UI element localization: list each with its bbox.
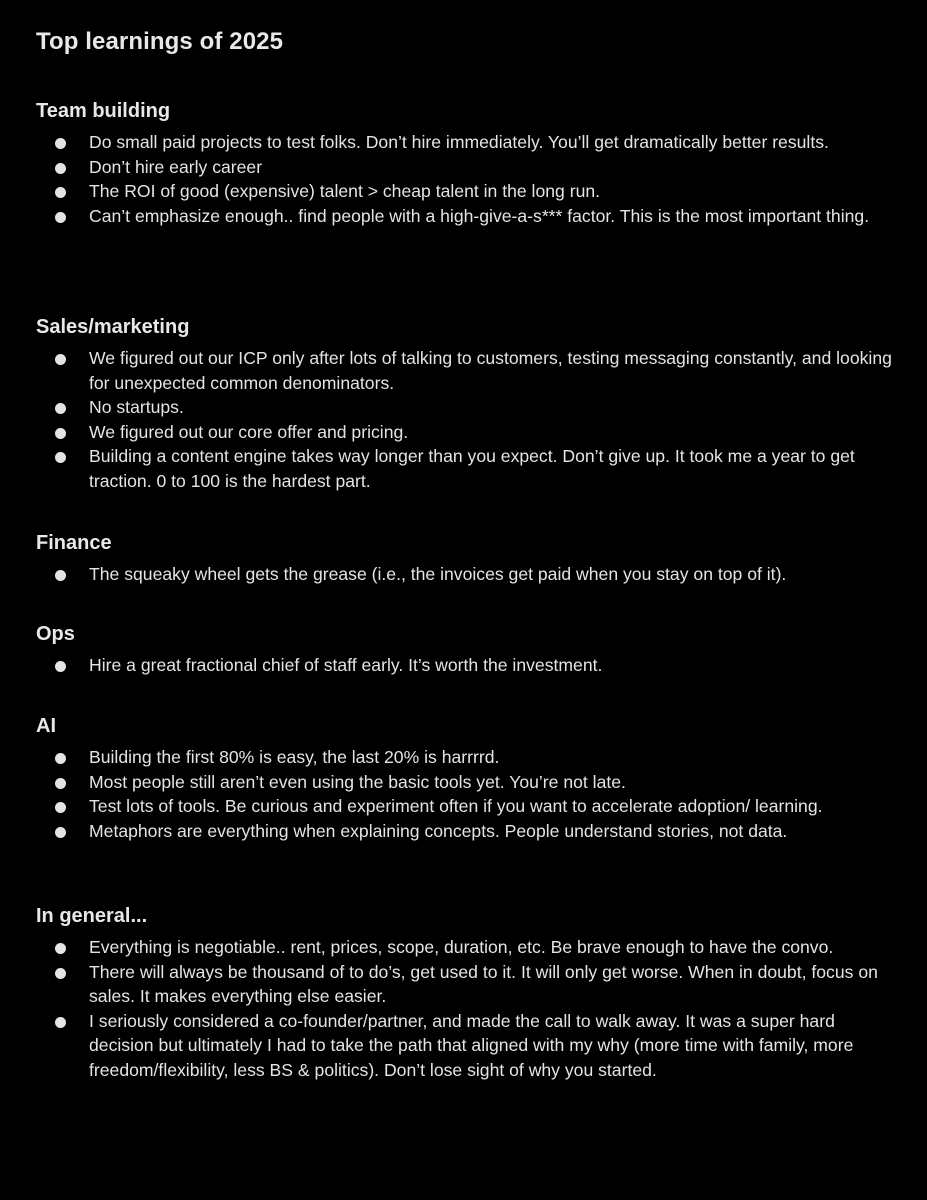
list-item-text: Building the first 80% is easy, the last 20% is harrrrd. — [89, 747, 500, 767]
section-ai — [36, 713, 896, 843]
bullet-icon — [55, 452, 66, 463]
list-item-text: The squeaky wheel gets the grease (i.e., the invoices get paid when you stay on top of it). — [89, 564, 787, 584]
list-item — [36, 562, 896, 587]
list-item — [36, 444, 896, 493]
list-item — [36, 935, 896, 960]
list-item-text: No startups. — [89, 397, 184, 418]
list-item-text: Do small paid projects to test folks. Don’t hire immediately. You’ll get dramatically better results. — [89, 132, 829, 152]
list-item-text: Building a content engine takes way longer than you expect. Don’t give up. It took me a year to get traction. 0 to 100 is the hardest part. — [89, 446, 855, 491]
list-item — [36, 960, 896, 1009]
bullet-icon — [55, 778, 66, 789]
bullet-list — [36, 653, 896, 678]
bullet-icon — [55, 212, 66, 223]
list-item — [36, 653, 896, 678]
bullet-icon — [55, 661, 66, 672]
section-finance — [36, 530, 896, 587]
section-heading: Ops — [36, 623, 75, 645]
section-team-building — [36, 98, 896, 228]
list-item-text: I seriously considered a co-founder/partner, and made the call to walk away. It was a super hard decision but ultimately I had to take the path that aligned with my why (more time with family, more freedom/flexibility, less BS & politics). Don’t lose sight of why you started. — [89, 1010, 854, 1080]
section-heading: Sales/marketing — [36, 316, 190, 338]
section-sales-marketing — [36, 314, 896, 494]
list-item-text: Hire a great fractional chief of staff early. It’s worth the investment. — [89, 655, 603, 675]
bullet-icon — [55, 403, 66, 414]
list-item — [36, 130, 896, 155]
list-item — [36, 1009, 896, 1083]
bullet-icon — [55, 570, 66, 581]
list-item-text: Most people still aren’t even using the basic tools yet. You’re not late. — [89, 771, 626, 792]
list-item — [36, 745, 896, 770]
bullet-list — [36, 935, 896, 1083]
bullet-icon — [55, 163, 66, 174]
list-item — [36, 346, 896, 395]
bullet-icon — [55, 968, 66, 979]
bullet-list — [36, 130, 896, 228]
bullet-icon — [55, 753, 66, 764]
list-item-text: We figured out our ICP only after lots of talking to customers, testing messaging constantly, and looking for unexpected common denominators. — [89, 348, 892, 393]
list-item — [36, 794, 896, 819]
bullet-icon — [55, 802, 66, 813]
bullet-icon — [55, 428, 66, 439]
list-item-text: The ROI of good (expensive) talent > cheap talent in the long run. — [89, 181, 601, 202]
list-item — [36, 819, 896, 844]
list-item — [36, 179, 896, 204]
section-heading: In general... — [36, 905, 148, 927]
list-item — [36, 395, 896, 420]
bullet-list — [36, 562, 896, 587]
section-heading: AI — [36, 715, 56, 737]
section-heading: Team building — [36, 100, 171, 122]
list-item-text: Can’t emphasize enough.. find people with a high-give-a-s*** factor. This is the most important thing. — [89, 205, 870, 226]
bullet-icon — [55, 943, 66, 954]
list-item-text: Metaphors are everything when explaining concepts. People understand stories, not data. — [89, 820, 788, 841]
bullet-icon — [55, 354, 66, 365]
section-ops — [36, 621, 896, 678]
bullet-icon — [55, 1017, 66, 1028]
list-item — [36, 204, 896, 229]
page-title: Top learnings of 2025 — [36, 28, 284, 55]
bullet-icon — [55, 138, 66, 149]
list-item-text: Everything is negotiable.. rent, prices, scope, duration, etc. Be brave enough to have the convo. — [89, 937, 834, 957]
list-item-text: There will always be thousand of to do’s, get used to it. It will only get worse. When in doubt, focus on sales. It makes everything else easier. — [89, 961, 878, 1007]
list-item — [36, 155, 896, 180]
section-heading: Finance — [36, 532, 112, 554]
list-item-text: Don’t hire early career — [89, 156, 263, 177]
list-item — [36, 770, 896, 795]
bullet-icon — [55, 187, 66, 198]
list-item-text: Test lots of tools. Be curious and experiment often if you want to accelerate adoption/ learning. — [89, 796, 823, 817]
bullet-icon — [55, 827, 66, 838]
bullet-list — [36, 346, 896, 494]
list-item — [36, 420, 896, 445]
section-in-general — [36, 903, 896, 1083]
list-item-text: We figured out our core offer and pricing. — [89, 421, 409, 442]
bullet-list — [36, 745, 896, 843]
